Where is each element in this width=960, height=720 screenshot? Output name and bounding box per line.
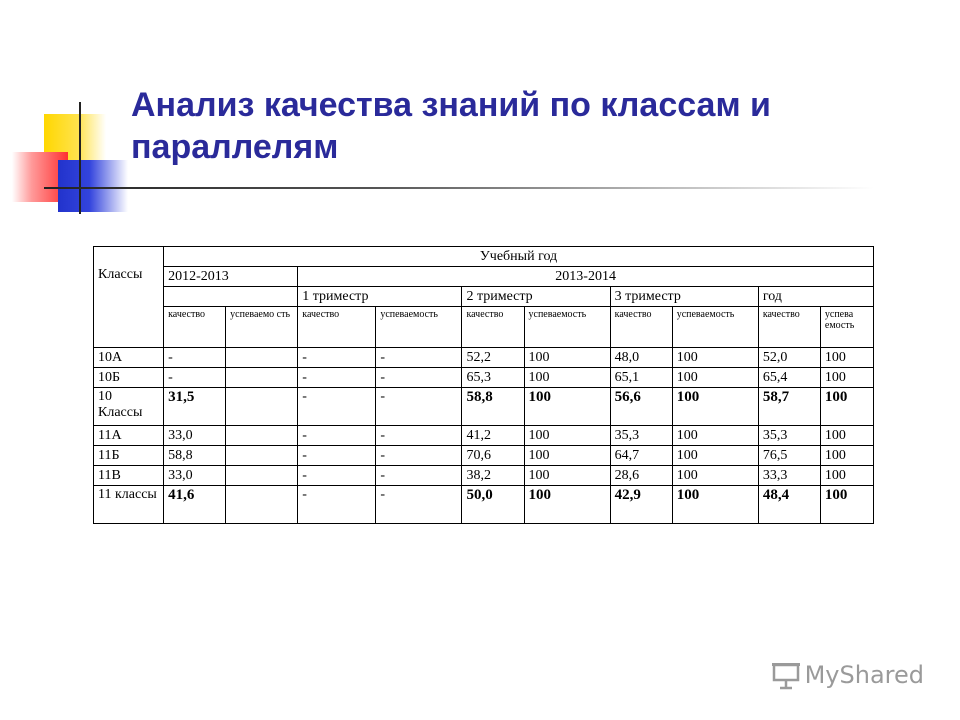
table-cell: 50,0 <box>462 486 524 524</box>
table-row <box>94 486 874 524</box>
table-cell: - <box>298 466 376 486</box>
table-cell: - <box>376 348 462 368</box>
table-row <box>94 446 874 466</box>
logo-text: MyShared <box>804 661 924 689</box>
table-cell: 100 <box>524 466 610 486</box>
header-year-2013-2014: 2013-2014 <box>298 267 874 287</box>
col-header: успева емость <box>820 307 873 348</box>
table-cell: 100 <box>672 388 758 426</box>
table-cell <box>226 388 298 426</box>
col-header: успеваемо сть <box>226 307 298 348</box>
col-header: качество <box>610 307 672 348</box>
col-header: успеваемость <box>524 307 610 348</box>
table-cell: - <box>376 486 462 524</box>
table-cell: 65,1 <box>610 368 672 388</box>
header-classes: Классы <box>94 247 164 348</box>
col-header: успеваемость <box>376 307 462 348</box>
table-row <box>94 388 874 426</box>
table-cell: - <box>376 446 462 466</box>
table-cell: 58,7 <box>758 388 820 426</box>
table-cell: 41,2 <box>462 426 524 446</box>
table-cell: 42,9 <box>610 486 672 524</box>
table-cell: 48,4 <box>758 486 820 524</box>
table-row <box>94 426 874 446</box>
presentation-board-icon <box>771 660 801 690</box>
table-cell: 100 <box>524 348 610 368</box>
table-cell: 65,3 <box>462 368 524 388</box>
table-cell <box>226 348 298 368</box>
table-cell: - <box>164 348 226 368</box>
table-row <box>94 368 874 388</box>
table-cell: 100 <box>524 388 610 426</box>
table-cell: 52,0 <box>758 348 820 368</box>
table-cell: 28,6 <box>610 466 672 486</box>
table-cell: 35,3 <box>758 426 820 446</box>
table-cell: 33,3 <box>758 466 820 486</box>
table-cell: 100 <box>524 486 610 524</box>
table-cell: 100 <box>672 426 758 446</box>
header-term-2: 2 триместр <box>462 287 610 307</box>
table-cell: 33,0 <box>164 466 226 486</box>
table-cell: 100 <box>820 368 873 388</box>
table-cell: - <box>298 486 376 524</box>
table-cell <box>226 466 298 486</box>
row-class-name: 11Б <box>94 446 164 466</box>
table-cell: 65,4 <box>758 368 820 388</box>
col-header: качество <box>298 307 376 348</box>
table-cell: 41,6 <box>164 486 226 524</box>
table-cell: 100 <box>524 368 610 388</box>
table-row <box>94 466 874 486</box>
table-cell <box>226 446 298 466</box>
header-term-1: 1 триместр <box>298 287 462 307</box>
table-cell: 52,2 <box>462 348 524 368</box>
row-class-name: 10Б <box>94 368 164 388</box>
header-year-2012-2013: 2012-2013 <box>164 267 298 287</box>
table-cell: - <box>298 446 376 466</box>
table-cell: 100 <box>672 466 758 486</box>
table-cell: - <box>298 368 376 388</box>
table-cell: 100 <box>820 486 873 524</box>
decor-blue-square <box>58 160 128 212</box>
col-header: успеваемость <box>672 307 758 348</box>
table-cell: 100 <box>820 466 873 486</box>
col-header: качество <box>758 307 820 348</box>
table-cell: - <box>298 388 376 426</box>
table-cell: 100 <box>820 426 873 446</box>
table-cell: - <box>298 426 376 446</box>
table-cell: - <box>376 426 462 446</box>
table-cell: 58,8 <box>462 388 524 426</box>
table-cell: 100 <box>524 426 610 446</box>
table-cell: 100 <box>672 348 758 368</box>
header-year: год <box>758 287 873 307</box>
header-empty <box>164 287 298 307</box>
table-cell: 70,6 <box>462 446 524 466</box>
table-cell: 38,2 <box>462 466 524 486</box>
row-class-name: 10 Классы <box>94 388 164 426</box>
table-cell: 100 <box>672 486 758 524</box>
table-cell: 100 <box>820 348 873 368</box>
table-cell: 56,6 <box>610 388 672 426</box>
table-cell: 33,0 <box>164 426 226 446</box>
table-row <box>94 348 874 368</box>
table-cell: - <box>376 368 462 388</box>
decor-vertical-line <box>79 102 81 214</box>
table-cell: 100 <box>820 446 873 466</box>
table-cell: 48,0 <box>610 348 672 368</box>
table-cell: - <box>164 368 226 388</box>
table-cell <box>226 486 298 524</box>
table-cell: 64,7 <box>610 446 672 466</box>
row-class-name: 11А <box>94 426 164 446</box>
myshared-logo <box>771 660 924 690</box>
table-cell: 100 <box>820 388 873 426</box>
table-cell: 35,3 <box>610 426 672 446</box>
table-cell: 100 <box>672 368 758 388</box>
grades-table <box>93 246 874 524</box>
table-cell: - <box>376 388 462 426</box>
header-term-3: 3 триместр <box>610 287 758 307</box>
table-cell: 100 <box>672 446 758 466</box>
table-cell: 58,8 <box>164 446 226 466</box>
title-underline <box>44 187 874 189</box>
row-class-name: 11 классы <box>94 486 164 524</box>
table-cell: - <box>376 466 462 486</box>
table-cell <box>226 368 298 388</box>
row-class-name: 10А <box>94 348 164 368</box>
col-header: качество <box>462 307 524 348</box>
table-cell: 100 <box>524 446 610 466</box>
header-academic-year: Учебный год <box>164 247 874 267</box>
table-cell: 76,5 <box>758 446 820 466</box>
col-header: качество <box>164 307 226 348</box>
table-cell <box>226 426 298 446</box>
slide-title: Анализ качества знаний по классам и параллелям <box>131 86 771 166</box>
row-class-name: 11В <box>94 466 164 486</box>
table-cell: - <box>298 348 376 368</box>
table-cell: 31,5 <box>164 388 226 426</box>
